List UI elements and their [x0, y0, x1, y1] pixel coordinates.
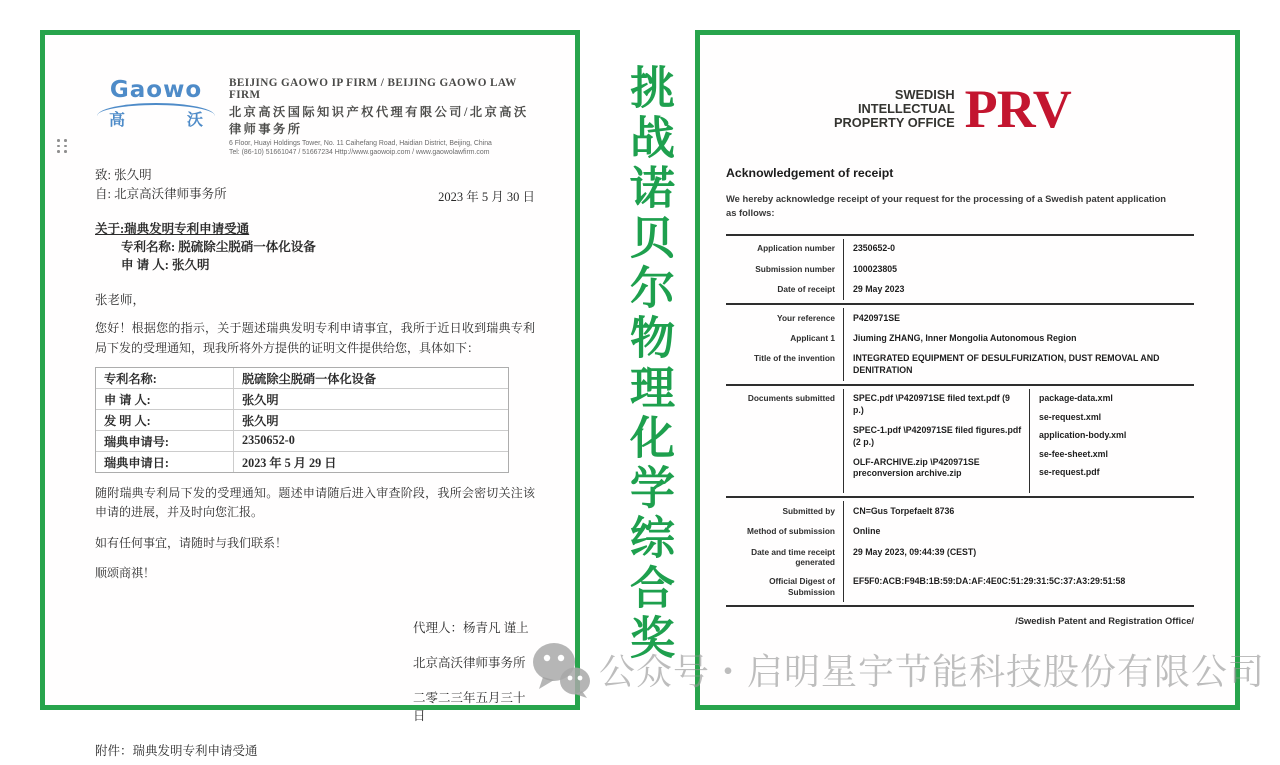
row-value: Jiuming ZHANG, Inner Mongolia Autonomous Region [853, 333, 1077, 343]
row-value: 张久明 [242, 413, 279, 428]
paragraph-2: 随附瑞典专利局下发的受理通知。题述申请随后进入审查阶段，我所会密切关注该申请的进展，并及时向您汇报。 [95, 486, 535, 520]
table-row [96, 368, 508, 388]
row-label: 专利名称: [96, 368, 234, 388]
watermark-text: 公众号・启明星宇节能科技股份有限公司 [599, 651, 1266, 693]
receipt-title: Acknowledgement of receipt [726, 165, 894, 180]
row-label: Date and time receipt generated [726, 542, 844, 572]
table-group-application [726, 236, 1194, 305]
row-value: 2023 年 5 月 29 日 [242, 455, 337, 470]
row-label: Applicant 1 [726, 329, 844, 349]
file-entry: package-data.xml [1039, 393, 1113, 404]
row-label: Application number [726, 239, 844, 259]
signature-agent: 代理人：杨青凡 谨上 [413, 620, 529, 635]
gaowo-logo-chinese [95, 107, 217, 130]
subject-applicant: 申 请 人: 张久明 [121, 258, 210, 272]
office-line: SWEDISH [894, 86, 955, 102]
file-entry: OLF-ARCHIVE.zip \P420971SE preconversion archive.zip [853, 456, 980, 479]
file-entry: se-request.pdf [1039, 466, 1100, 477]
row-label: Official Digest of Submission [726, 572, 844, 602]
row-label: 瑞典申请号: [96, 431, 234, 451]
row-value: 2350652-0 [853, 243, 896, 254]
row-label: Your reference [726, 308, 844, 328]
file-entry: application-body.xml [1039, 430, 1127, 441]
gaowo-logo-cn-right: 沃 [186, 112, 203, 129]
row-value: P420971SE [853, 312, 900, 323]
letter-date: 2023 年 5 月 30 日 [438, 189, 535, 204]
scan-dots-artifact [57, 139, 67, 153]
gaowo-logo [95, 75, 217, 130]
row-value: 2350652-0 [242, 432, 295, 447]
row-value: CN=Gus Torpefaelt 8736 [853, 505, 955, 516]
row-label: Submission number [726, 259, 844, 279]
firm-address: 6 Floor, Huayi Holdings Tower, No. 11 Caihefang Road, Haidian District, Beijing, China [229, 139, 492, 147]
row-value: Online [853, 526, 881, 537]
table-row [96, 430, 508, 451]
paragraph-3: 如有任何事宜，请随时与我们联系！ [95, 535, 288, 550]
file-entry: se-fee-sheet.xml [1039, 448, 1108, 459]
prv-receipt [700, 35, 1235, 705]
row-label: Date of receipt [726, 280, 844, 300]
row-label: Method of submission [726, 522, 844, 542]
subject-block [95, 220, 535, 274]
file-entry: SPEC.pdf \P420971SE filed text.pdf (9 p.) [853, 393, 1010, 415]
row-value: 100023805 [853, 263, 898, 274]
submitted-xml-files [1030, 389, 1194, 494]
prv-office-name [834, 88, 955, 131]
right-document-frame [695, 30, 1240, 710]
paragraph-4: 顺颂商祺！ [95, 566, 156, 581]
row-label: 申 请 人: [96, 389, 234, 409]
table-row [96, 409, 508, 430]
receipt-table [726, 234, 1194, 607]
row-label: 瑞典申请日: [96, 452, 234, 472]
subject-line: 关于:瑞典发明专利申请受通 [95, 221, 250, 236]
row-label: Submitted by [726, 501, 844, 521]
left-document-frame [40, 30, 580, 758]
file-entry: se-request.xml [1039, 411, 1102, 422]
attachment-line: 附件：瑞典发明专利申请受通 [95, 743, 258, 758]
firm-name-cn: 北京高沃国际知识产权代理有限公司/北京高沃律师事务所 [229, 105, 529, 136]
prv-logo [834, 79, 1207, 139]
to-from-block [95, 166, 535, 205]
signature-block [413, 618, 535, 741]
table-group-submission [726, 498, 1194, 606]
row-value: 29 May 2023, 09:44:39 (CEST) [853, 546, 977, 557]
office-line: INTELLECTUAL [857, 101, 955, 117]
row-label: Documents submitted [726, 389, 844, 494]
firm-name-en: BEIJING GAOWO IP FIRM / BEIJING GAOWO LAW FIRM [229, 77, 517, 101]
paragraph-1: 您好！根据您的指示，关于题述瑞典发明专利申请事宜，我所于近日收到瑞典专利局下发的受理通知，现我所将外方提供的证明文件提供给您，具体如下： [95, 321, 535, 355]
table-group-documents [726, 386, 1194, 499]
firm-contact: Tel: (86-10) 51661047 / 51667234 Http://www.gaowoip.com / www.gaowolawfirm.com [229, 149, 490, 156]
letter-to: 致: 张久明 [95, 168, 152, 182]
row-value: EF5F0:ACB:F94B:1B:59:DA:AF:4E0C:51:29:31:5C:37:A3:29:51:58 [853, 576, 1126, 587]
row-value: 张久明 [242, 392, 279, 407]
subject-patent-name: 专利名称: 脱硫除尘脱硝一体化设备 [121, 239, 316, 254]
letterhead-text [229, 75, 535, 156]
gaowo-logo-text: Gaowo [109, 77, 203, 103]
row-value: INTEGRATED EQUIPMENT OF DESULFURIZATION, DUST REMOVAL AND DENITRATION [853, 353, 1160, 375]
receipt-footer: /Swedish Patent and Registration Office/ [1015, 615, 1194, 626]
prv-logo-mark: PRV [964, 79, 1071, 139]
patent-info-table [95, 367, 509, 473]
office-line: PROPERTY OFFICE [834, 115, 955, 131]
signature-date: 二零二三年五月三十日 [413, 690, 526, 723]
letterhead [95, 75, 535, 156]
row-value: 脱硫除尘脱硝一体化设备 [242, 371, 377, 386]
file-entry: SPEC-1.pdf \P420971SE filed figures.pdf (2 p.) [853, 425, 1022, 447]
gaowo-logo-cn-left: 高 [109, 112, 126, 129]
signature-firm: 北京高沃律师事务所 [413, 655, 526, 670]
letter-from: 自: 北京高沃律师事务所 [95, 187, 227, 202]
table-row [96, 451, 508, 472]
table-group-reference [726, 305, 1194, 386]
vertical-slogan: 挑战诺贝尔物理化学综合奖 [622, 64, 675, 664]
receipt-intro: We hereby acknowledge receipt of your request for the processing of a Swedish patent application as follows: [726, 192, 1167, 218]
table-row [96, 388, 508, 409]
row-label: Title of the invention [726, 349, 844, 381]
row-label: 发 明 人: [96, 410, 234, 430]
greeting: 张老师， [95, 293, 146, 308]
submitted-files [844, 389, 1030, 494]
row-value: 29 May 2023 [853, 284, 905, 295]
gaowo-letter [45, 35, 575, 758]
